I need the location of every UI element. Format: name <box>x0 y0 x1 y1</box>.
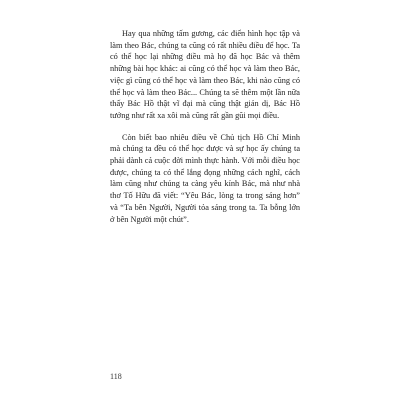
page-number: 118 <box>110 372 122 381</box>
body-text <box>110 28 300 225</box>
paragraph-1: Hay qua những tấm gương, các điển hình học tập và làm theo Bác, chúng ta cũng có rất nhiều điều để học. Ta có thể học lại những điều mà họ đã học Bác và thêm những bài học khác: ai cũng có thể học và làm theo Bác, việc gì cũng có thể học và làm theo Bác, khi nào cũng có thể học và làm theo Bác... Chúng ta sẽ thêm một lần nữa thấy Bác Hồ thật vĩ đại mà cũng thật giản dị, Bác Hồ tưởng như rất xa xôi mà cũng rất gần gũi mọi điều. <box>110 29 300 120</box>
paragraph-2: Còn biết bao nhiêu điều về Chủ tịch Hồ Chí Minh mà chúng ta đều có thể học được và sự học ấy chúng ta phải dành cả cuộc đời mình thực hành. Với mỗi điều học được, chúng ta có thể lắng đọng những cách nghĩ, cách làm cũng như chúng ta càng yêu kính Bác, mà như nhà thơ Tố Hữu đã viết: “Yêu Bác, lòng ta trong sáng hơn” và “Ta bên Người, Người tỏa sáng trong ta. Ta bỗng lớn ở bên Người một chút”. <box>110 132 300 224</box>
